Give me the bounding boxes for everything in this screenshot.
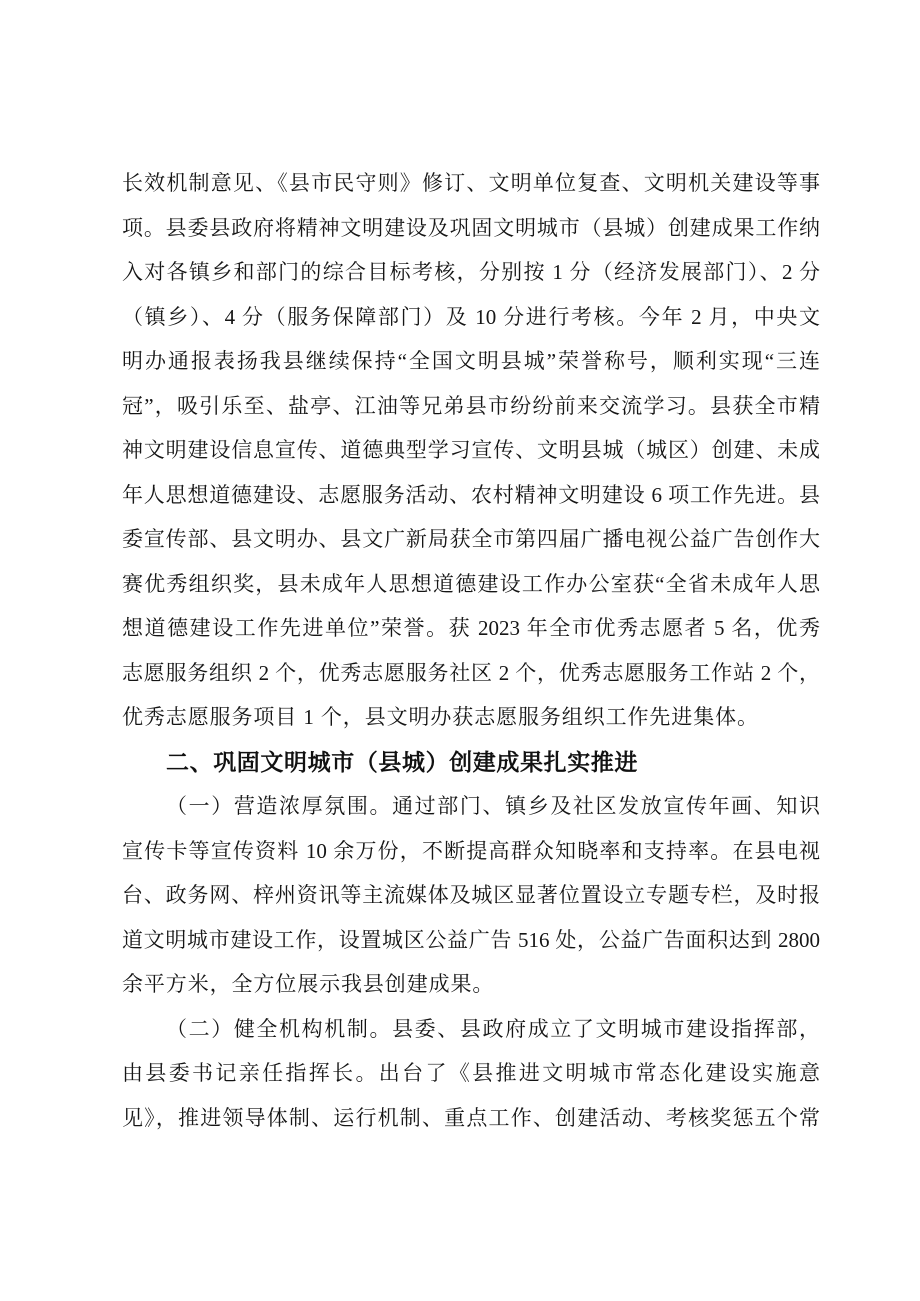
text-line: 道文明城市建设工作，设置城区公益广告 516 处，公益广告面积达到 2800 (122, 927, 820, 952)
text-line: （一）营造浓厚氛围。通过部门、镇乡及社区发放宣传年画、知识 (166, 794, 820, 818)
text-line: 宣传卡等宣传资料 10 余万份，不断提高群众知晓率和支持率。在县电视 (122, 838, 820, 863)
text-line: 由县委书记亲任指挥长。出台了《县推进文明城市常态化建设实施意 (122, 1061, 820, 1085)
text-line: 项。县委县政府将精神文明建设及巩固文明城市（县城）创建成果工作纳 (122, 215, 820, 240)
text-line: （二）健全机构机制。县委、县政府成立了文明城市建设指挥部， (166, 1016, 820, 1041)
text-line: 冠”，吸引乐至、盐亭、江油等兄弟县市纷纷前来交流学习。县获全市精 (122, 393, 820, 418)
text-line: 长效机制意见、《县市民守则》修订、文明单位复查、文明机关建设等事 (122, 171, 820, 195)
text-line: 志愿服务组织 2 个，优秀志愿服务社区 2 个，优秀志愿服务工作站 2 个， (122, 660, 820, 685)
text-line: （镇乡）、4 分（服务保障部门）及 10 分进行考核。今年 2 月，中央文 (122, 304, 820, 329)
section-heading: 二、巩固文明城市（县城）创建成果扎实推进 (166, 748, 638, 775)
text-line: 入对各镇乡和部门的综合目标考核，分别按 1 分（经济发展部门）、2 分 (122, 260, 820, 284)
text-line: 明办通报表扬我县继续保持“全国文明县城”荣誉称号，顺利实现“三连 (122, 349, 820, 373)
text-line: 想道德建设工作先进单位”荣誉。获 2023 年全市优秀志愿者 5 名，优秀 (122, 616, 820, 640)
section-heading-block (0, 740, 920, 785)
text-line: 优秀志愿服务项目 1 个，县文明办获志愿服务组织工作先进集体。 (122, 705, 759, 729)
text-line: 台、政务网、梓州资讯等主流媒体及城区显著位置设立专题专栏，及时报 (122, 883, 820, 907)
paragraph (0, 784, 920, 1007)
paragraph (0, 1007, 920, 1141)
text-line: 余平方米，全方位展示我县创建成果。 (122, 972, 495, 996)
text-line: 神文明建设信息宣传、道德典型学习宣传、文明县城（城区）创建、未成 (122, 438, 820, 462)
text-line: 赛优秀组织奖，县未成年人思想道德建设工作办公室获“全省未成年人思 (122, 571, 820, 596)
paragraph (0, 161, 920, 740)
text-line: 年人思想道德建设、志愿服务活动、农村精神文明建设 6 项工作先进。县 (122, 482, 820, 507)
text-line: 见》，推进领导体制、运行机制、重点工作、创建活动、考核奖惩五个常 (122, 1105, 820, 1130)
text-line: 委宣传部、县文明办、县文广新局获全市第四届广播电视公益广告创作大 (122, 527, 820, 551)
document-body (0, 161, 920, 1140)
